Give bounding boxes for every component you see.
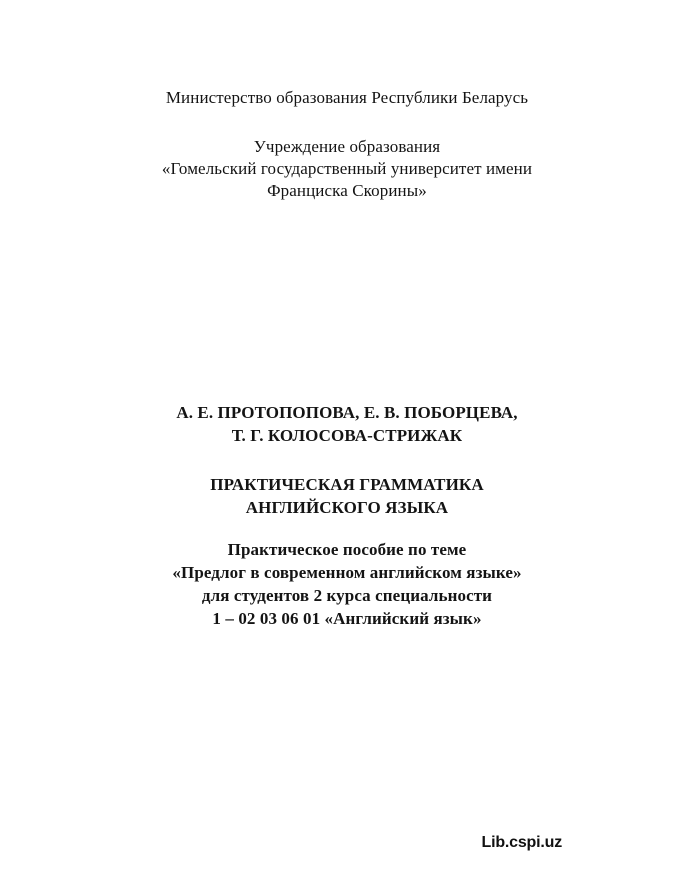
ministry-block [0,87,694,109]
library-watermark: Lib.cspi.uz [481,834,562,851]
institution-line-3: Франциска Скорины» [267,181,427,200]
subtitle-line-3: для студентов 2 курса специальности [201,586,493,605]
authors-line-2: Т. Г. КОЛОСОВА-СТРИЖАК [231,426,463,445]
ministry-line: Министерство образования Республики Беларусь [165,88,529,107]
institution-line-2: «Гомельский государственный университет имени [161,159,533,178]
title-line-1: ПРАКТИЧЕСКАЯ ГРАММАТИКА [210,475,484,494]
subtitle-line-4: 1 – 02 03 06 01 «Английский язык» [212,609,482,628]
authors-line-1: А. Е. ПРОТОПОПОВА, Е. В. ПОБОРЦЕВА, [176,403,518,422]
authors-block [0,401,694,447]
institution-block [0,136,694,202]
document-title [0,473,694,519]
institution-line-1: Учреждение образования [253,137,441,156]
document-subtitle [0,538,694,630]
subtitle-line-1: Практическое пособие по теме [227,540,467,559]
title-line-2: АНГЛИЙСКОГО ЯЗЫКА [245,498,449,517]
subtitle-line-2: «Предлог в современном английском языке» [172,563,522,582]
